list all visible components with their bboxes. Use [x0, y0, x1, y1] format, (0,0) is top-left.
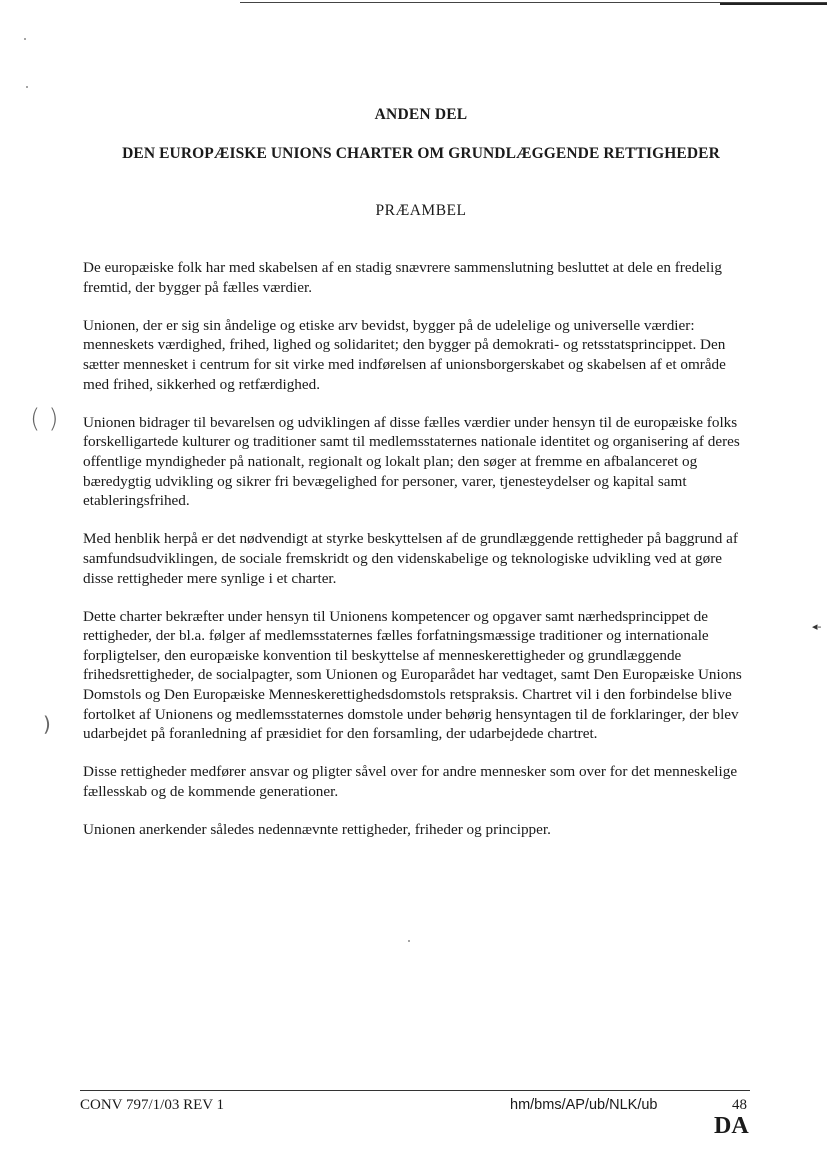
footer-page-number: 48 — [732, 1097, 747, 1113]
margin-paren-right: ) — [43, 712, 51, 736]
paragraph-7: Unionen anerkender således nedennævnte rettigheder, friheder og principper. — [83, 821, 551, 839]
scan-speck — [408, 940, 410, 942]
part-title: ANDEN DEL — [374, 106, 468, 123]
paragraph-2: Unionen, der er sig sin åndelige og etiske arv bevidst, bygger på de udelelige og universelle værdier: menneskets værdighed, frihed, lighed og solidaritet; den bygger på demokrati- og retsstatsprincippet. Den sætter mennesket i centrum for sit virke med indførelsen af unionsborgerskabet og skabelsen af et område med frihed, sikkerhed og retfærdighed. — [83, 316, 726, 393]
paragraph-3: Unionen bidrager til bevarelsen og udviklingen af disse fælles værdier under hensyn til de europæiske folks forskelligartede kulturer og traditioner samt til medlemsstaternes nationale identitet og organisering af deres offentlige myndigheder på nationalt, regionalt og lokalt plan; den søger at fremme en afbalanceret og bæredygtig udvikling og sikrer fri bevægelighed for personer, varer, tjenesteydelser og kapital samt etableringsfrihed. — [83, 413, 740, 510]
paragraph-1: De europæiske folk har med skabelsen af en stadig snævrere sammenslutning besluttet at dele en fredelig fremtid, der bygger på fælles værdier. — [83, 259, 722, 296]
margin-arrow-mark: ◂- — [812, 620, 822, 633]
preamble-body — [83, 258, 751, 858]
footer-document-reference: CONV 797/1/03 REV 1 — [80, 1097, 225, 1113]
footer-initials-code: hm/bms/AP/ub/NLK/ub — [510, 1097, 658, 1113]
paragraph-4: Med henblik herpå er det nødvendigt at styrke beskyttelsen af de grundlæggende rettigheder på baggrund af samfundsudviklingen, de sociale fremskridt og den videnskabelige og teknologiske udvikling ved at gøre disse rettigheder mere synlige i et charter. — [83, 530, 738, 587]
paragraph-6: Disse rettigheder medfører ansvar og pligter såvel over for andre mennesker som over for det menneskelige fællesskab og de kommende generationer. — [83, 763, 738, 801]
scan-speck — [24, 38, 26, 40]
top-rule-accent — [720, 3, 827, 5]
scan-speck — [26, 86, 28, 88]
paragraph-5: Dette charter bekræfter under hensyn til Unionens kompetencer og opgaver samt nærhedsprincippet de rettigheder, der bl.a. følger af medlemsstaternes fælles forfatningsmæssige traditioner og internationale forpligtelser, den europæiske konvention til beskyttelse af menneskerettigheder og grundlæggende frihedsrettigheder, de socialpagter, som Unionen og Europarådet har vedtaget, samt Den Europæiske Unions Domstols og Den Europæiske Menneskerettighedsdomstols retspraksis. Chartret vil i den forbindelse blive fortolket af Unionens og medlemsstaternes domstole under behørig hensyntagen til de forklaringer, der blev udarbejdet på foranledning af præsidiet for den forsamling, der udarbejdede chartret. — [83, 607, 742, 743]
charter-title: DEN EUROPÆISKE UNIONS CHARTER OM GRUNDLÆGGENDE RETTIGHEDER — [122, 145, 720, 162]
preamble-title: PRÆAMBEL — [375, 202, 467, 219]
footer-rule — [80, 1090, 750, 1091]
footer-language-code: DA — [714, 1113, 749, 1139]
margin-paren-left: ( ) — [30, 404, 59, 434]
